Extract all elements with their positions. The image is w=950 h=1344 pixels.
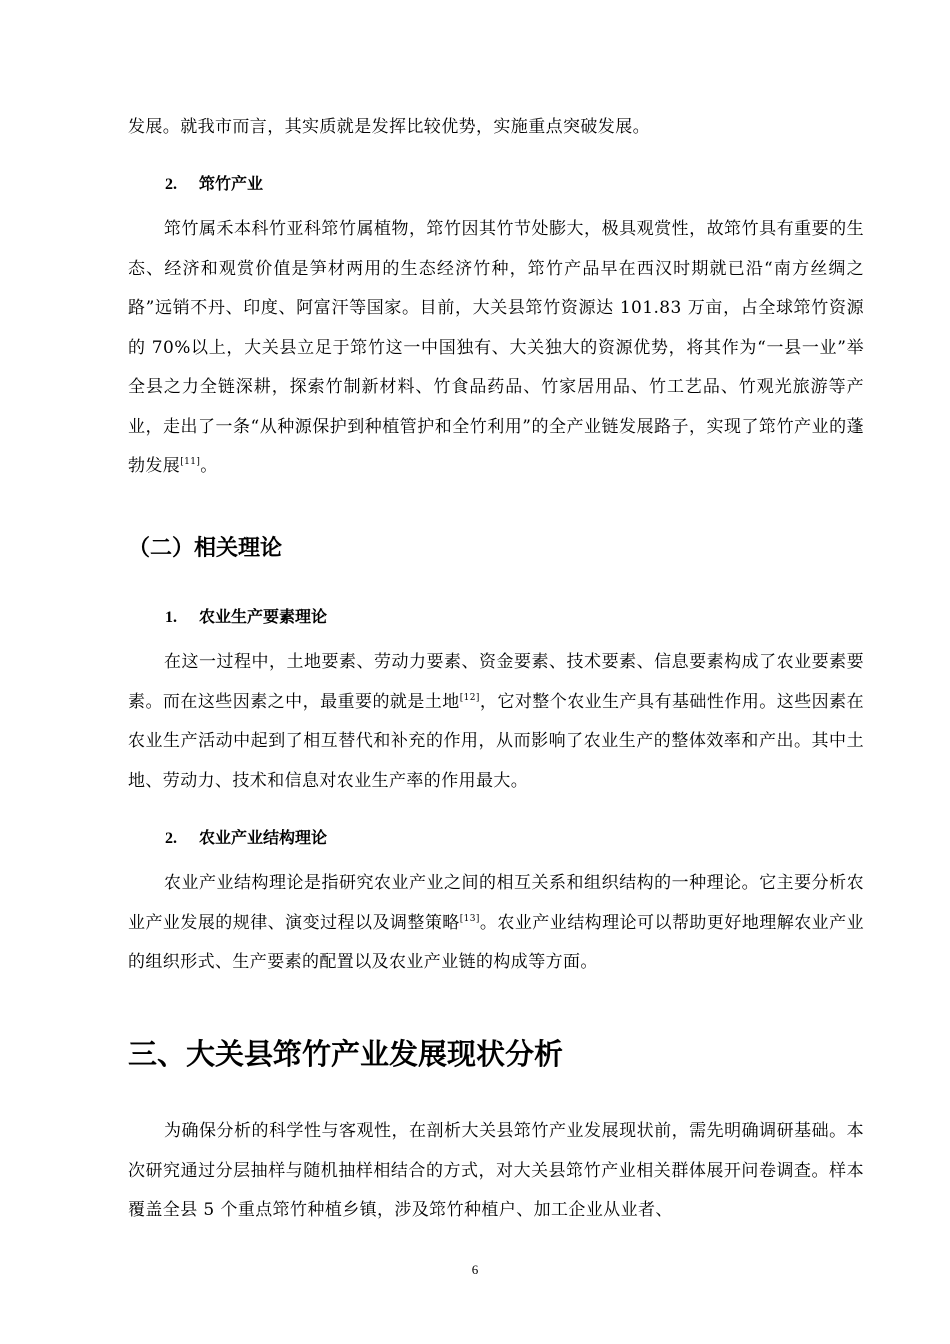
paragraph-text: 发展。就我市而言，其实质就是发挥比较优势，实施重点突破发展。 — [128, 117, 650, 137]
paragraph-industry-structure-theory — [128, 864, 864, 983]
subsection-title: （二）相关理论 — [128, 536, 283, 561]
section-heading-production-factor-theory — [165, 605, 327, 630]
section-number: 1. — [165, 609, 177, 626]
paragraph-bamboo-industry — [128, 210, 864, 487]
subsection-heading-related-theory — [128, 534, 282, 564]
paragraph-text-continued: 。农业产业结构理论可以帮助更好地理解农业产业的组织形式、生产要素的配置以及农业产业链的构成等方面。 — [128, 912, 864, 972]
citation-marker: [12] — [459, 692, 480, 703]
section-title: 筇竹产业 — [199, 174, 264, 193]
citation-marker: [13] — [459, 913, 480, 924]
paragraph-survey-basis — [128, 1112, 864, 1231]
paragraph-text: 在这一过程中，土地要素、劳动力要素、资金要素、技术要素、信息要素构成了农业要素要素。而在这些因素之中，最重要的就是土地 — [128, 652, 864, 712]
section-heading-bamboo-industry — [165, 172, 263, 197]
citation-marker: [11] — [180, 457, 201, 467]
paragraph-production-factor-theory — [128, 643, 864, 801]
section-heading-industry-structure-theory — [165, 826, 327, 851]
paragraph-text: 筇竹属禾本科竹亚科筇竹属植物，筇竹因其竹节处膨大，极具观赏性，故筇竹具有重要的生态、经济和观赏价值是笋材两用的生态经济竹种，筇竹产品早在西汉时期就已沿“南方丝绸之路”远销不丹、印度、阿富汗等国家。目前，大关县筇竹资源达 101.83 万亩，占全球筇竹资源的 70%以上，大关县立足于筇竹这一中国独有、大关独大的资源优势，将其作为“一县一业”举全县之力全链深耕，探索竹制新材料、竹食品药品、竹家居用品、竹工艺品、竹观光旅游等产业，走出了一条“从种源保护到种植管护和全竹利用”的全产业链发展路子，实现了筇竹产业的蓬勃发展 — [128, 219, 864, 476]
section-title: 农业生产要素理论 — [199, 607, 328, 626]
chapter-heading-current-status — [128, 1034, 563, 1074]
section-title: 农业产业结构理论 — [199, 828, 328, 847]
section-number: 2. — [165, 830, 177, 847]
page-number: 6 — [471, 1262, 479, 1277]
section-number: 2. — [165, 176, 177, 193]
paragraph-text: 农业产业结构理论是指研究农业产业之间的相互关系和组织结构的一种理论。它主要分析农业产业发展的规律、演变过程以及调整策略 — [128, 873, 864, 933]
paragraph-text-continued: ，它对整个农业生产具有基础性作用。这些因素在农业生产活动中起到了相互替代和补充的作用，从而影响了农业生产的整体效率和产出。其中土地、劳动力、技术和信息对农业生产率的作用最大。 — [128, 691, 864, 791]
paragraph-text: 为确保分析的科学性与客观性，在剖析大关县筇竹产业发展现状前，需先明确调研基础。本次研究通过分层抽样与随机抽样相结合的方式，对大关县筇竹产业相关群体展开问卷调查。样本覆盖全县 5 个重点筇竹种植乡镇，涉及筇竹种植户、加工企业从业者、 — [128, 1121, 864, 1220]
chapter-title: 三、大关县筇竹产业发展现状分析 — [128, 1037, 564, 1071]
paragraph-intro-continuation — [128, 108, 864, 148]
paragraph-text-tail: 。 — [200, 456, 218, 476]
